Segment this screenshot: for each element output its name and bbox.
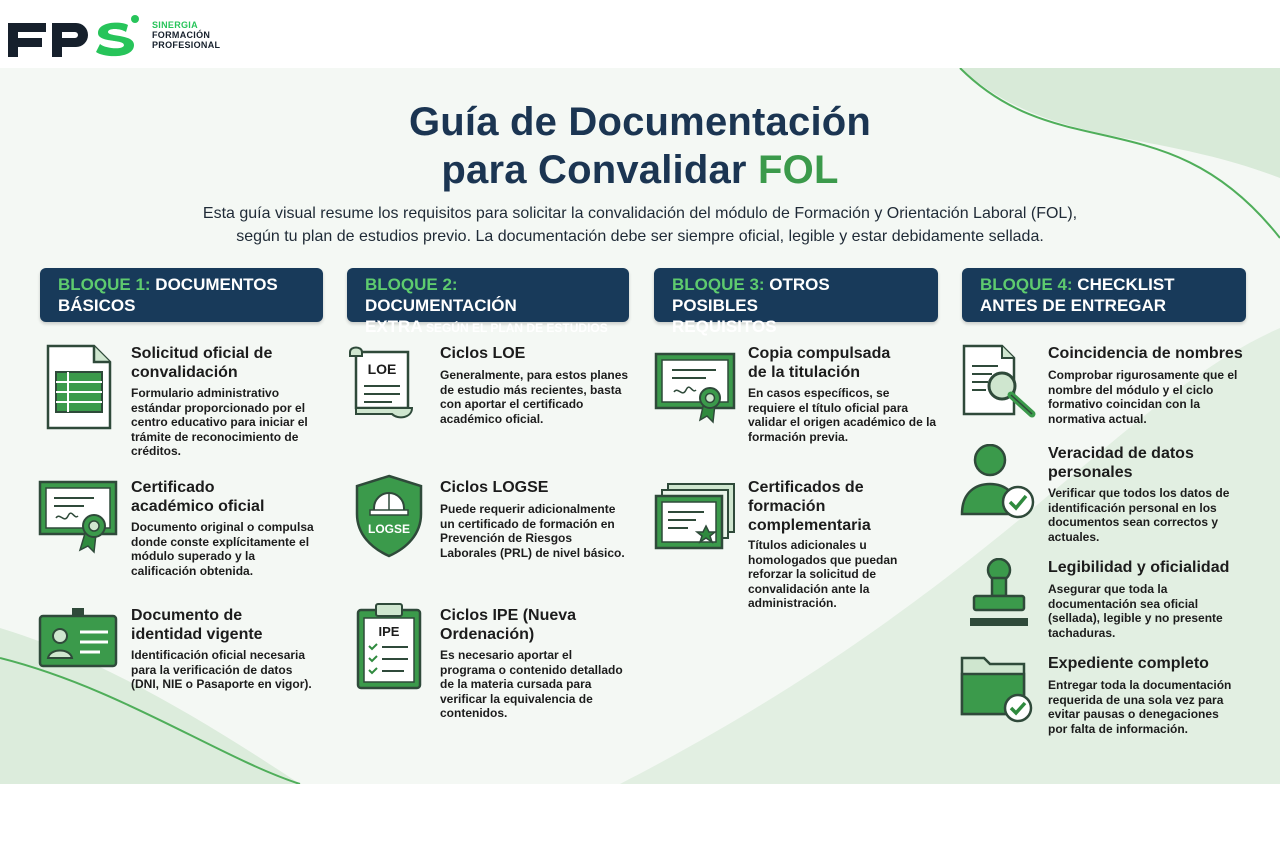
item-complementaria-title-a: Certificados de <box>748 479 864 496</box>
intro-line-2: según tu plan de estudios previo. La documentación debe ser siempre oficial, legible y estar debidamente sellada. <box>236 228 1044 245</box>
item-copia-title <box>748 344 938 382</box>
item-expediente-title: Expediente completo <box>1048 655 1209 672</box>
item-veracidad-desc: Verificar que todos los datos de identificación personal en los documentos sean correctos y actuales. <box>1048 486 1230 544</box>
brand-wordmark <box>152 20 220 50</box>
block-1-header <box>40 268 323 322</box>
item-identidad-title <box>131 606 321 644</box>
item-identidad-title-a: Documento de <box>131 607 243 624</box>
form-document-icon <box>44 344 112 430</box>
item-certificado-desc: Documento original o compulsa donde conste explícitamente el módulo superado y la calificación obtenida. <box>131 520 314 578</box>
block-4-label-b: ANTES DE ENTREGAR <box>980 296 1167 315</box>
fps-logo-icon <box>8 11 140 59</box>
item-expediente-desc: Entregar toda la documentación requerida de una sola vez para evitar pausas o denegaciones por falta de información. <box>1048 678 1232 736</box>
intro-line-1: Esta guía visual resume los requisitos para solicitar la convalidación del módulo de Formación y Orientación Laboral (FOL), <box>202 205 1078 222</box>
item-identidad-desc: Identificación oficial necesaria para la verificación de datos (DNI, NIE o Pasaporte en vigor). <box>131 648 312 691</box>
block-4-header <box>962 268 1246 322</box>
item-legibilidad-title: Legibilidad y oficialidad <box>1048 559 1230 576</box>
item-complementaria-title-b: formación <box>748 498 826 515</box>
item-certificado-title-b: académico oficial <box>131 498 265 515</box>
block-1-label-a: DOCUMENTOS <box>150 275 278 294</box>
item-ipe-desc: Es necesario aportar el programa o contenido detallado de la materia cursada para verificar la equivalencia de contenidos. <box>440 648 623 720</box>
item-copia-desc: En casos específicos, se requiere el título oficial para validar el origen académico de la formación previa. <box>748 386 937 444</box>
item-logse-title <box>440 478 630 497</box>
item-logse-desc: Puede requerir adicionalmente un certificado de formación en Prevención de Riesgos Laborales (PRL) de nivel básico. <box>440 502 625 560</box>
item-complementaria-title-c: complementaria <box>748 517 871 534</box>
id-card-icon <box>38 608 118 668</box>
intro-text <box>0 202 1280 248</box>
block-2-label-c: SEGÚN EL PLAN DE ESTUDIOS <box>422 321 608 335</box>
item-coincidencia-desc: Comprobar rigurosamente que el nombre del módulo y el ciclo formativo coincidan con la normativa actual. <box>1048 368 1238 426</box>
item-veracidad-title <box>1048 444 1248 482</box>
block-2-label-a: DOCUMENTACIÓN <box>365 296 517 315</box>
scroll-icon-label: LOE <box>367 361 397 377</box>
clipboard-icon-label: IPE <box>378 624 400 639</box>
folder-check-icon <box>960 652 1036 724</box>
item-identidad-title-b: identidad vigente <box>131 626 263 643</box>
stacked-certificates-icon <box>654 482 736 552</box>
page-title-line-2 <box>0 148 1280 193</box>
title-prefix: para Convalidar <box>441 148 759 192</box>
item-veracidad-title-a: Veracidad de datos <box>1048 445 1194 462</box>
item-solicitud-desc: Formulario administrativo estándar proporcionado por el centro educativo para iniciar el trámite de reconocimiento de créditos. <box>131 386 308 458</box>
item-copia-title-a: Copia compulsada <box>748 345 891 362</box>
item-solicitud-title-a: Solicitud oficial de <box>131 345 273 362</box>
brand-logo[interactable] <box>8 10 220 60</box>
item-legibilidad-desc: Asegurar que toda la documentación sea oficial (sellada), legible y no presente tachaduras. <box>1048 582 1223 640</box>
block-3-header <box>654 268 938 336</box>
item-certificado-title <box>131 478 321 516</box>
item-loe-title: Ciclos LOE <box>440 345 526 362</box>
item-ipe-title-b: Ordenación) <box>440 626 535 643</box>
block-2-number: BLOQUE 2: <box>365 275 458 294</box>
magnifier-document-icon <box>962 344 1038 418</box>
item-coincidencia-title: Coincidencia de nombres <box>1048 345 1243 362</box>
block-3-label-a: OTROS POSIBLES <box>672 275 830 315</box>
block-3-number: BLOQUE 3: <box>672 275 765 294</box>
block-1-number: BLOQUE 1: <box>58 275 151 294</box>
item-logse-title-text: Ciclos LOGSE <box>440 479 549 496</box>
item-veracidad-title-b: personales <box>1048 464 1133 481</box>
item-complementaria-title <box>748 478 938 535</box>
brand-line-3: PROFESIONAL <box>152 40 221 50</box>
item-ipe-title <box>440 606 630 644</box>
item-certificado-title-a: Certificado <box>131 479 215 496</box>
shield-helmet-icon <box>354 474 424 558</box>
stamp-icon <box>968 558 1030 630</box>
block-1-label-b: BÁSICOS <box>58 296 136 315</box>
shield-icon-label: LOGSE <box>367 522 411 536</box>
diploma-icon <box>654 352 736 424</box>
brand-line-1: SINERGIA <box>152 20 198 30</box>
item-solicitud-title <box>131 344 321 382</box>
user-check-icon <box>960 444 1036 520</box>
page-title-line-1: Guía de Documentación <box>408 100 872 144</box>
block-4-number: BLOQUE 4: <box>980 275 1073 294</box>
clipboard-icon <box>356 602 422 690</box>
block-4-label-a: CHECKLIST <box>1072 275 1175 294</box>
item-ipe-title-a: Ciclos IPE (Nueva <box>440 607 577 624</box>
block-2-header <box>347 268 629 336</box>
infographic-panel <box>0 68 1280 784</box>
item-complementaria-desc: Títulos adicionales u homologados que puedan reforzar la solicitud de convalidación ante la administración. <box>748 538 898 610</box>
scroll-icon <box>348 346 416 422</box>
brand-line-2: FORMACIÓN <box>152 30 211 40</box>
block-2-label-b: EXTRA <box>365 317 423 336</box>
item-solicitud-title-b: convalidación <box>131 364 238 381</box>
item-copia-title-b: de la titulación <box>748 364 861 381</box>
block-3-label-b: REQUISITOS <box>672 317 777 336</box>
certificate-icon <box>38 480 118 554</box>
item-loe-desc: Generalmente, para estos planes de estudio más recientes, basta con aportar el certificado académico oficial. <box>440 368 629 426</box>
title-accent: FOL <box>758 148 839 192</box>
